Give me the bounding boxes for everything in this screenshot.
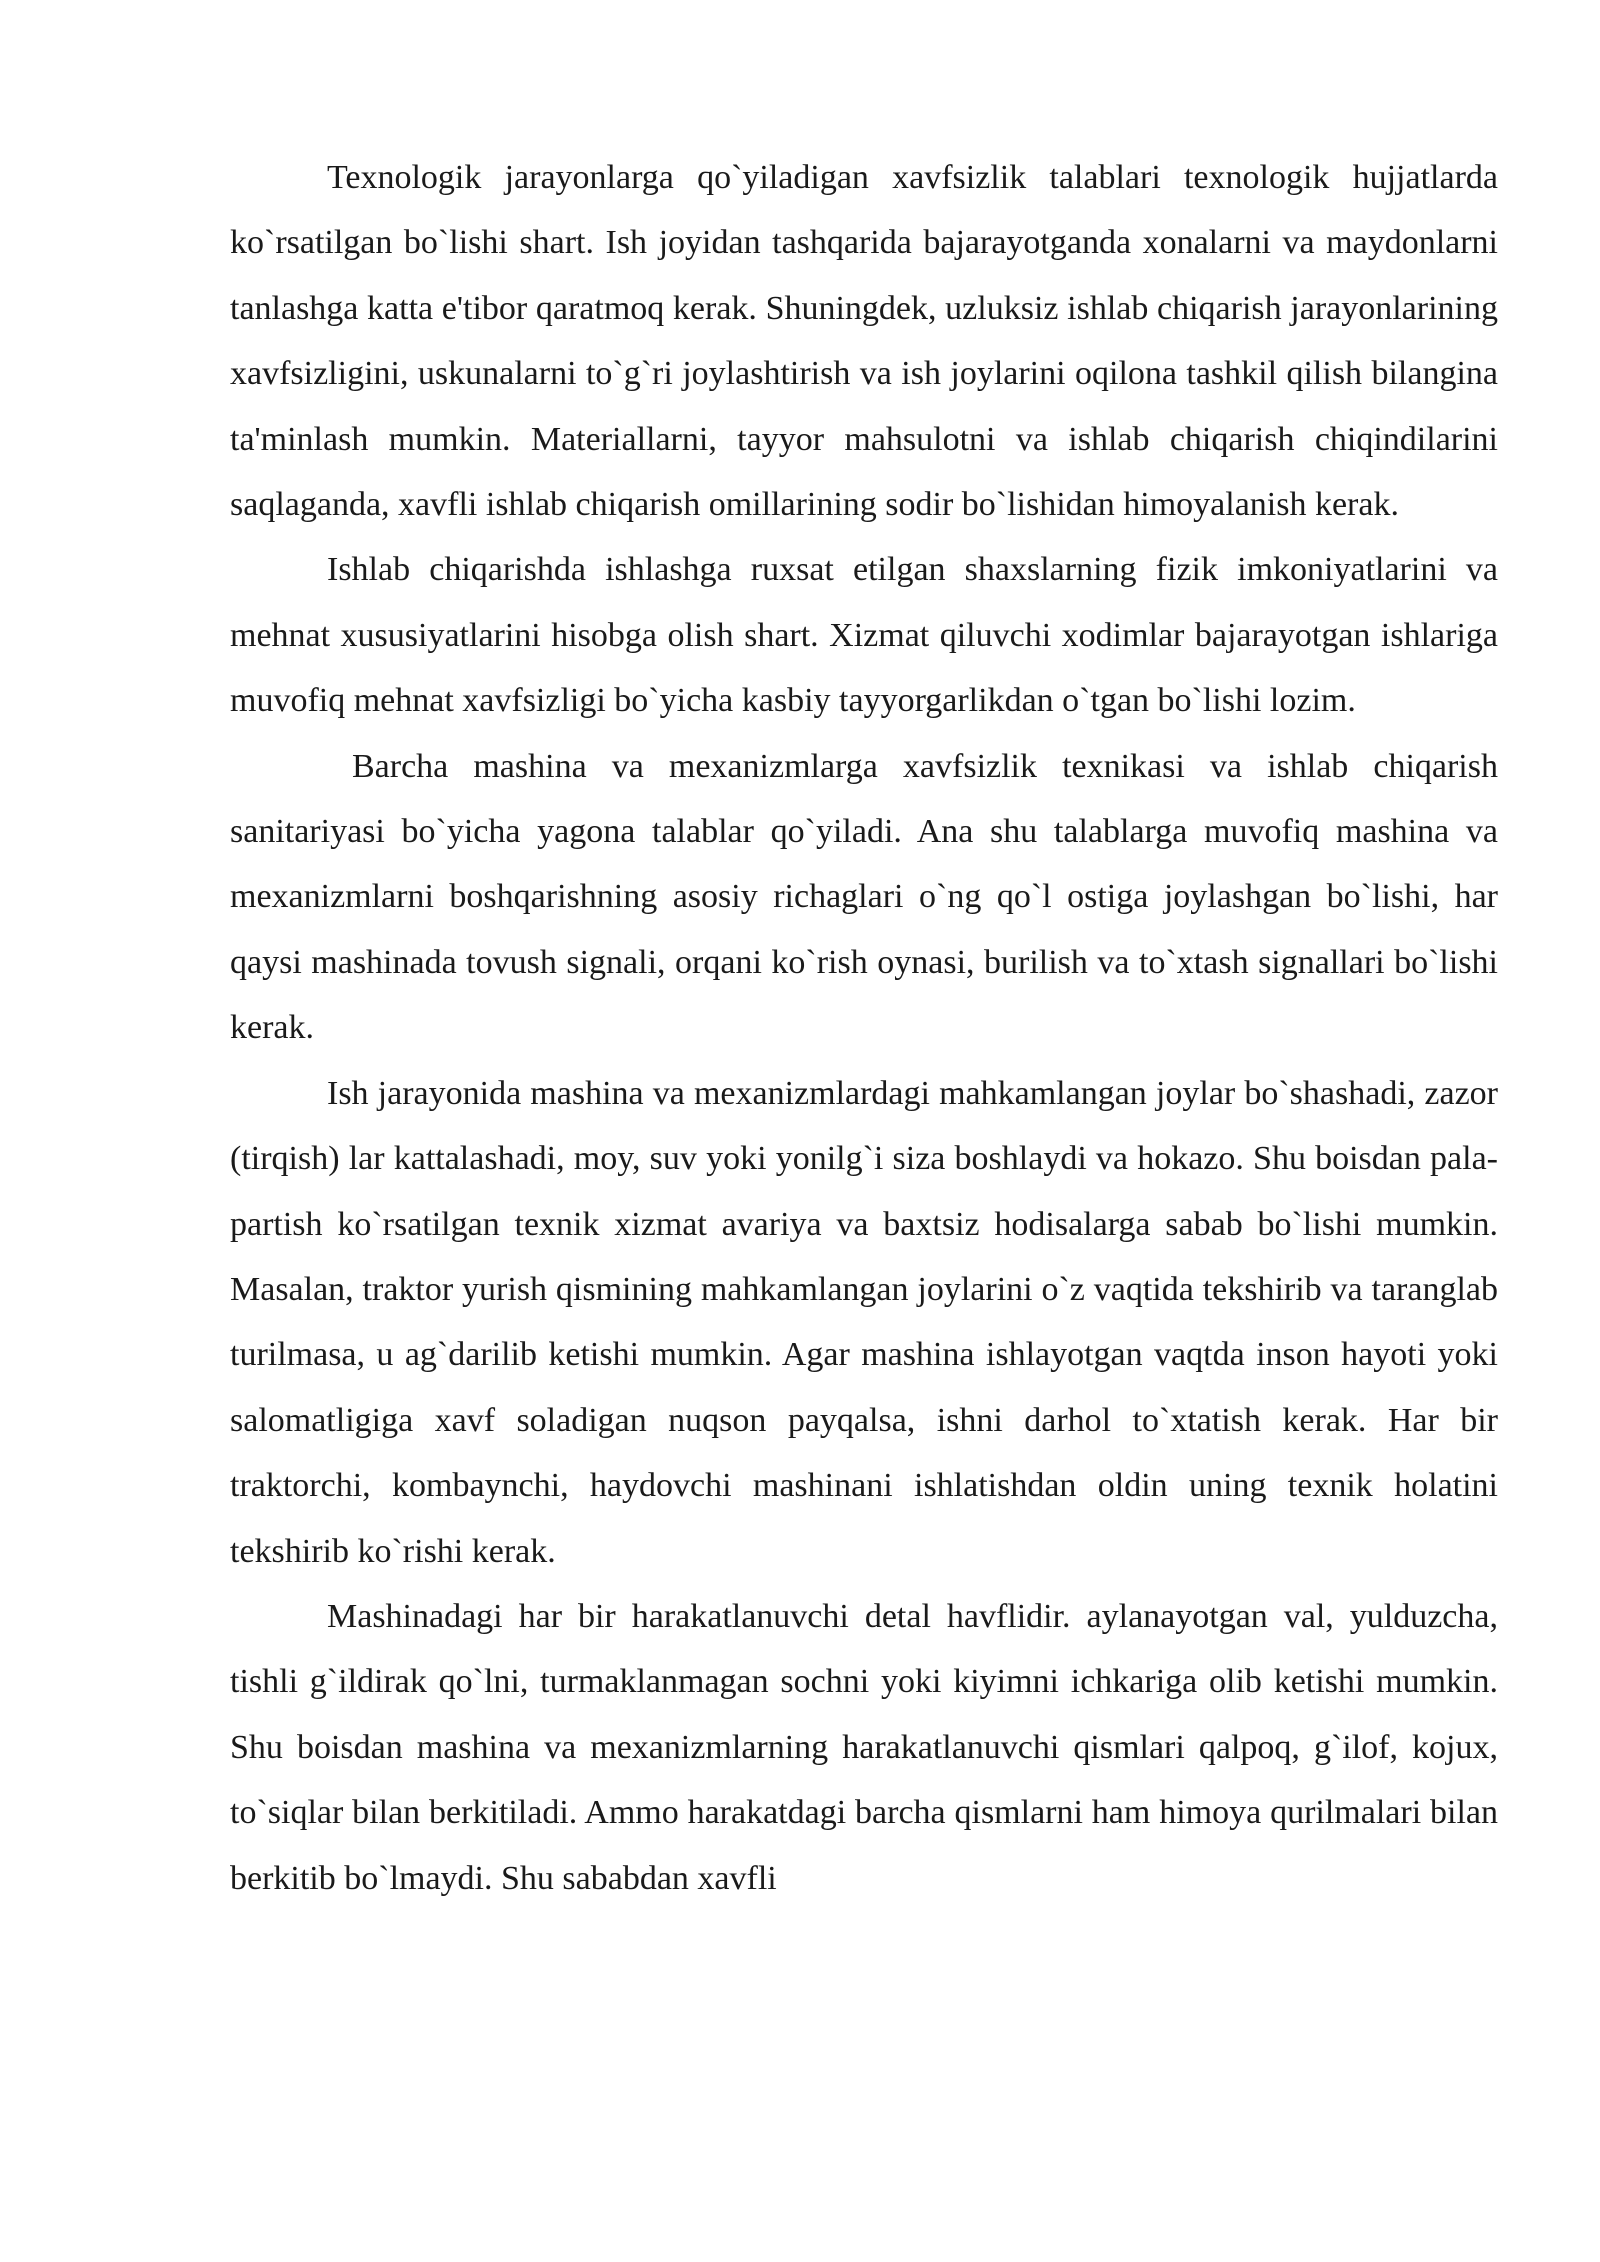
paragraph-5: Mashinadagi har bir harakatlanuvchi detal havflidir. aylanayotgan val, yulduzcha, tishli g`ildirak qo`lni, turmaklanmagan sochni yoki kiyimni ichkariga olib ketishi mumkin. Shu boisdan mashina va mexanizmlarning harakatlanuvchi qismlari qalpoq, g`ilof, kojux, to`siqlar bilan berkitiladi. Ammo harakatdagi barcha qismlarni ham himoya qurilmalari bilan berkitib bo`lmaydi. Shu sababdan xavfli xyxy=(230,1597,1498,1897)
paragraph-2: Ishlab chiqarishda ishlashga ruxsat etilgan shaxslarning fizik imkoniyatlarini va mehnat xususiyatlarini hisobga olish shart. Xizmat qiluvchi xodimlar bajarayotgan ishlariga muvofiq mehnat xavfsizligi bo`yicha kasbiy tayyorgarlikdan o`tgan bo`lishi lozim. xyxy=(230,551,1498,720)
paragraph-4: Ish jarayonida mashina va mexanizmlardagi mahkamlangan joylar bo`shashadi, zazor (tirqish) lar kattalashadi, moy, suv yoki yonilg`i siza boshlaydi va hokazo. Shu boisdan pala-partish ko`rsatilgan texnik xizmat avariya va baxtsiz hodisalarga sabab bo`lishi mumkin. Masalan, traktor yurish qismining mahkamlangan joylarini o`z vaqtida tekshirib va taranglab turilmasa, u ag`darilib ketishi mumkin. Agar mashina ishlayotgan vaqtda inson hayoti yoki salomatligiga xavf soladigan nuqson payqalsa, ishni darhol to`xtatish kerak. Har bir traktorchi, kombaynchi, haydovchi mashinani ishlatishdan oldin uning texnik holatini tekshirib ko`rishi kerak. xyxy=(230,1074,1498,1570)
document-body xyxy=(230,145,1498,1911)
paragraph-3: Barcha mashina va mexanizmlarga xavfsizlik texnikasi va ishlab chiqarish sanitariyasi bo`yicha yagona talablar qo`yiladi. Ana shu talablarga muvofiq mashina va mexanizmlarni boshqarishning asosiy richaglari o`ng qo`l ostiga joylashgan bo`lishi, har qaysi mashinada tovush signali, orqani ko`rish oynasi, burilish va to`xtash signallari bo`lishi kerak. xyxy=(230,747,1498,1047)
paragraph-1: Texnologik jarayonlarga qo`yiladigan xavfsizlik talablari texnologik hujjatlarda ko`rsatilgan bo`lishi shart. Ish joyidan tashqarida bajarayotganda xonalarni va maydonlarni tanlashga katta e'tibor qaratmoq kerak. Shuningdek, uzluksiz ishlab chiqarish jarayonlarining xavfsizligini, uskunalarni to`g`ri joylashtirish va ish joylarini oqilona tashkil qilish bilangina ta'minlash mumkin. Materiallarni, tayyor mahsulotni va ishlab chiqarish chiqindilarini saqlaganda, xavfli ishlab chiqarish omillarining sodir bo`lishidan himoyalanish kerak. xyxy=(230,159,1498,524)
